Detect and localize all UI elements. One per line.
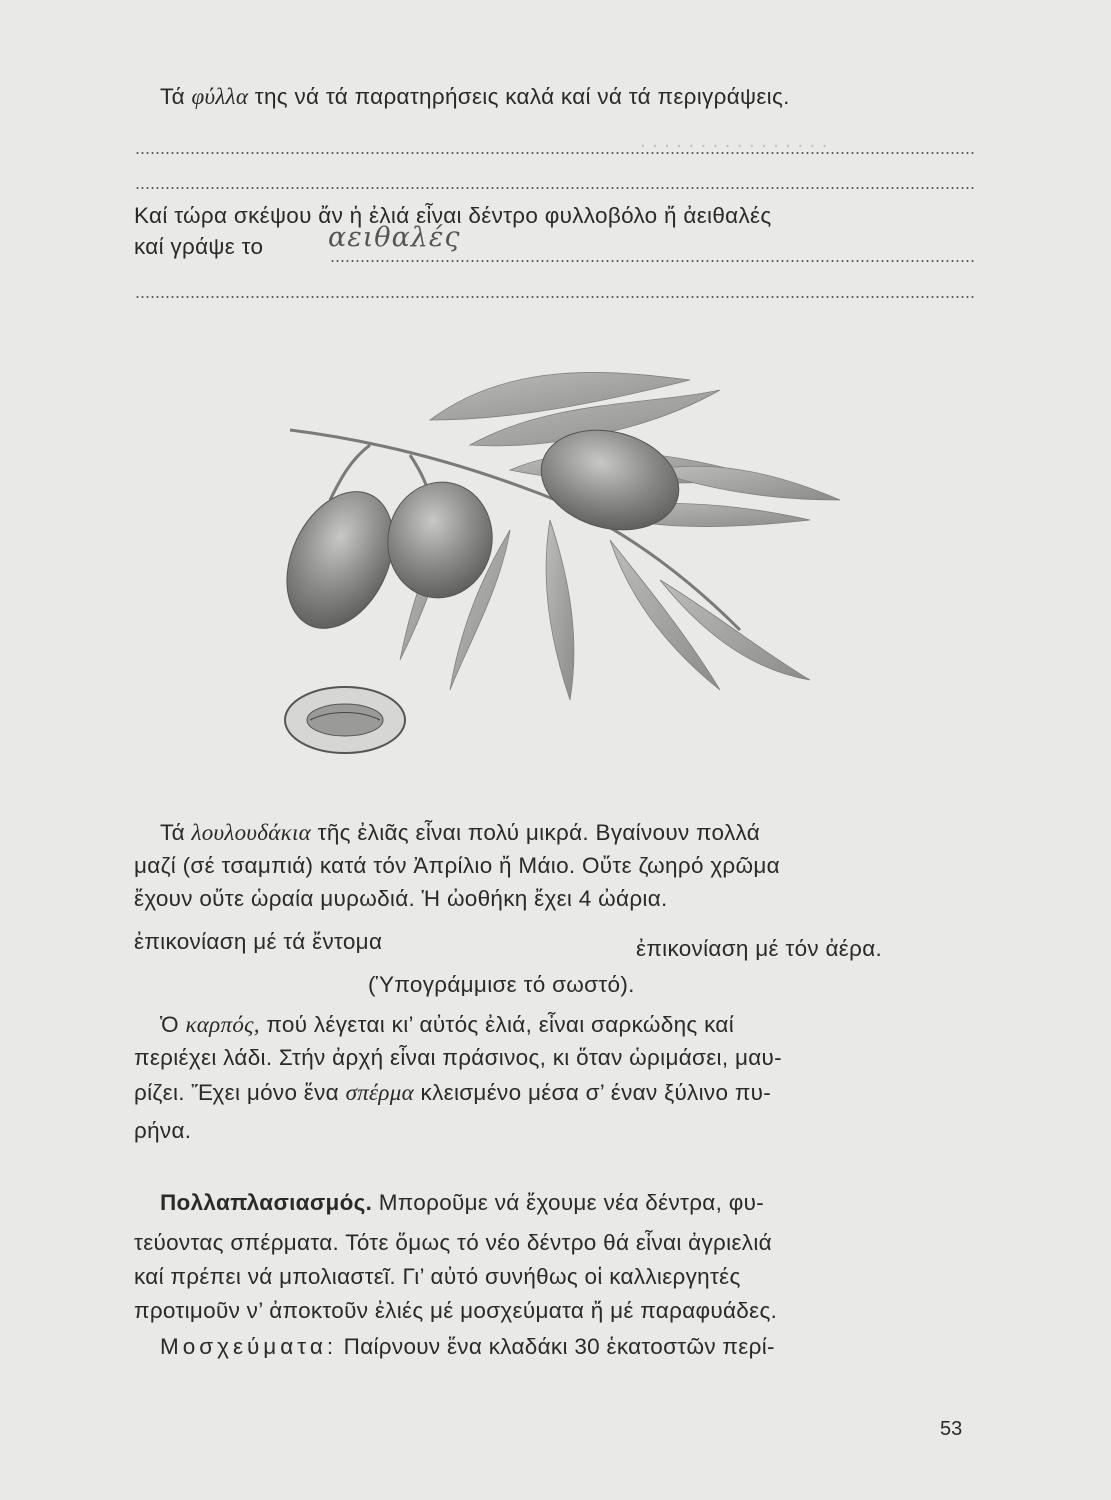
evergreen-question-line1: Καί τώρα σκέψου ἄν ἡ ἐλιά εἶναι δέντρο φυλλοβόλο ἤ ἀειθαλές [134,203,772,228]
flowers-line3: ἔχουν οὔτε ὡραία μυρωδιά. Ἡ ὠοθήκη ἔχει 4 ὠάρια. [134,886,668,911]
fruit-line4: ρήνα. [134,1118,192,1143]
olive-cross-section [285,687,405,753]
cuttings-text: Παίρνουν ἕνα κλαδάκι 30 ἑκατοστῶν περί- [343,1334,775,1359]
answer-dotted-line-3[interactable] [330,260,975,262]
fruit-italic-word: καρπός, [185,1012,260,1037]
propagation-line4: προτιμοῦν ν’ ἀποκτοῦν ἐλιές μέ μοσχεύματα ἤ μέ παραφυάδες. [134,1298,778,1323]
fruit-line3-post: κλεισμένο μέσα σ’ έναν ξύλινο πυ- [420,1080,772,1105]
bleed-through-text: . . . . . . . . . . . . . . . . [640,130,828,152]
flowers-line1 [160,820,760,846]
leaves-post: της νά τά παρατηρήσεις καλά καί νά τά περιγράψεις. [254,84,790,109]
flowers-line2: μαζί (σέ τσαμπιά) κατά τόν Ἀπρίλιο ἤ Μάιο. Οὔτε ζωηρό χρῶμα [134,853,780,878]
propagation-line1 [160,1190,764,1216]
fruit-line2: περιέχει λάδι. Στήν ἀρχή εἶναι πράσινος, κι ὅταν ὡριμάσει, μαυ- [134,1045,782,1070]
propagation-line3: καί πρέπει νά μπολιαστεῖ. Γι’ αὐτό συνήθως οἱ καλλιεργητές [134,1264,741,1289]
fruit-pre: Ὁ [160,1012,179,1037]
pollination-option-wind[interactable]: ἐπικονίαση μέ τόν ἀέρα. [636,936,883,961]
fruit-line3-pre: ρίζει. Ἔχει μόνο ἕνα [134,1080,339,1105]
pollination-option-insects[interactable]: ἐπικονίαση μέ τά ἔντομα [134,929,383,954]
flowers-post: τῆς ἐλιᾶς εἶναι πολύ μικρά. Βγαίνουν πολλά [317,820,761,845]
leaves-instruction [160,84,790,110]
olive-branch-illustration [250,350,850,770]
page-number: 53 [940,1418,963,1440]
answer-dotted-line-4[interactable] [135,296,975,298]
flowers-pre: Τά [160,820,185,845]
propagation-line2: τεύοντας σπέρματα. Τότε ὅμως τό νέο δέντρο θά εἶναι ἀγριελιά [134,1230,772,1255]
leaves-italic-word: φύλλα [191,84,249,109]
fruit-seed-word: σπέρμα [345,1080,414,1105]
propagation-line1-rest: Μποροῦμε νά ἔχουμε νέα δέντρα, φυ- [378,1190,764,1215]
fruit-post: πού λέγεται κι’ αὐτός ἐλιά, εἶναι σαρκώδης καί [266,1012,735,1037]
flowers-italic-word: λουλουδάκια [191,820,312,845]
propagation-heading: Πολλαπλασιασμός. [160,1190,373,1215]
cuttings-line [160,1334,775,1360]
cuttings-label: Μοσχεύματα: [160,1334,338,1359]
answer-dotted-line-1[interactable] [135,152,975,154]
answer-dotted-line-2[interactable] [135,187,975,189]
handwritten-answer: αειθαλές [328,222,461,253]
fruit-line3 [134,1080,771,1106]
leaves-pre: Τά [160,84,185,109]
evergreen-question-line2: καί γράψε το [134,234,264,259]
fruit-line1 [160,1012,734,1038]
underline-instruction: (Ὑπογράμμισε τό σωστό). [368,972,635,997]
